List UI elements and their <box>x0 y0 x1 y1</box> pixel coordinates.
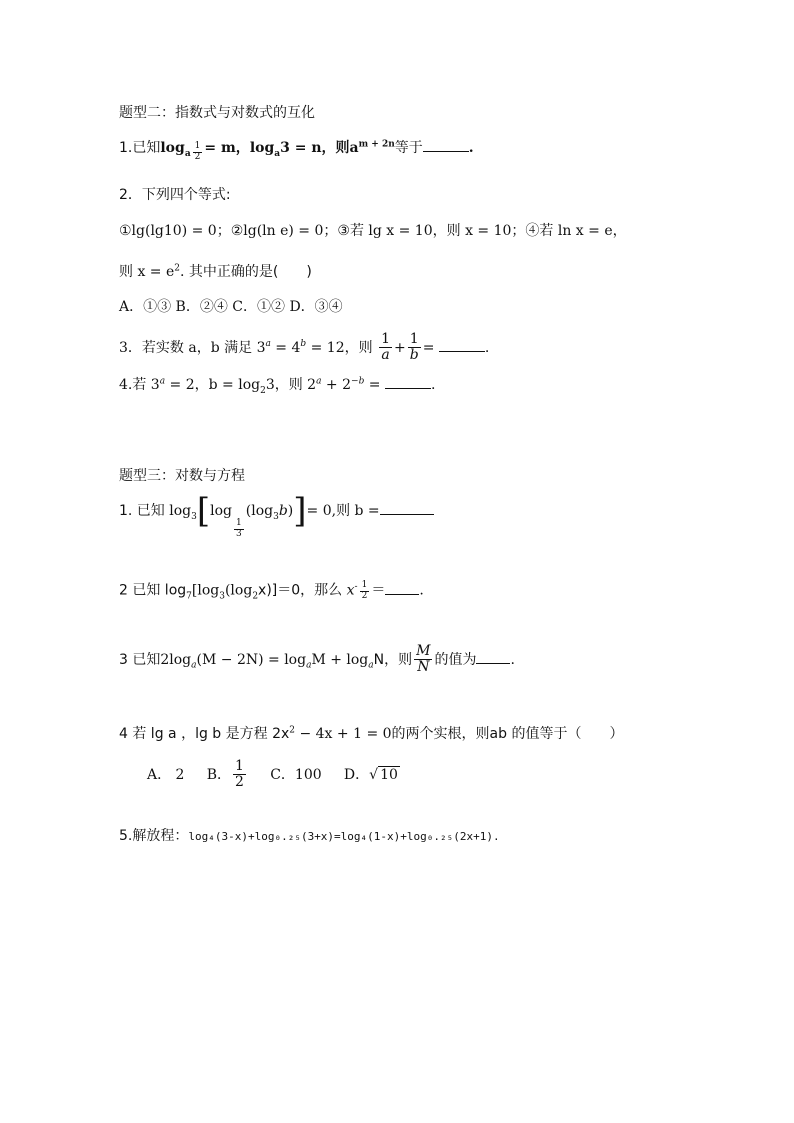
question-3-4-options: A． 2 B． $\frac{1}{2}$ C．100 D．√ 10 <box>147 758 398 791</box>
question-3-2: 2 已知 $\log_7[\log_3(\log_2x)]=0$，那么 $x^{- \frac{1}{2}}$ ＝ . <box>119 580 424 602</box>
question-3-3: 3 已知$2\log_a(M - 2N) = \log_aM + \log_aN$，则 $\frac{M}{N}$ 的值为 . <box>119 643 515 676</box>
question-3-5: 5.解放程：log₄(3-x)+log₀.₂₅(3+x)=log₄(1-x)+log₀.₂₅(2x+1). <box>119 828 500 844</box>
question-2-4: 4.若 $3^a = 2$，$b = \log_23$，则 $2^a + 2^{-b}$ = . <box>119 376 436 396</box>
question-2-2-head: 2．下列四个等式: <box>119 187 231 203</box>
question-2-2-statements: ①lg(lg10) = 0；②lg(ln e) = 0；③若 lg x = 10，则 x = 10；④若 ln x = e， <box>119 223 627 239</box>
question-2-2-line2: 则 $x = e^2$. 其中正确的是( ) <box>119 263 312 280</box>
question-3-4: 4 若 lg a ，lg b 是方程 $2x^2 - 4x + 1 = 0$的两个实根，则ab 的值等于（ ） <box>119 725 624 742</box>
section-3-title: 题型三：对数与方程 <box>119 468 245 484</box>
question-2-3: 3．若实数 a，b 满足 $3^a = 4^b = 12$，则 $\frac{1}{a}$ + $\frac{1}{b}$ = . <box>119 331 490 364</box>
question-3-1: 1. 已知 $\log_3[\log$ $_{\frac{1}{3}}$ $(\log_3b)]= 0$,则 b = <box>119 494 434 540</box>
question-2-2-options: A．①③ B．②④ C．①② D．③④ <box>119 299 343 315</box>
question-2-1: 1.已知$\log_a$ $\frac{1}{2}$ = m，$\log_a3 = n$，则$a^{m + 2n}$等于 . <box>119 139 474 162</box>
section-2-title: 题型二：指数式与对数式的互化 <box>119 105 315 121</box>
